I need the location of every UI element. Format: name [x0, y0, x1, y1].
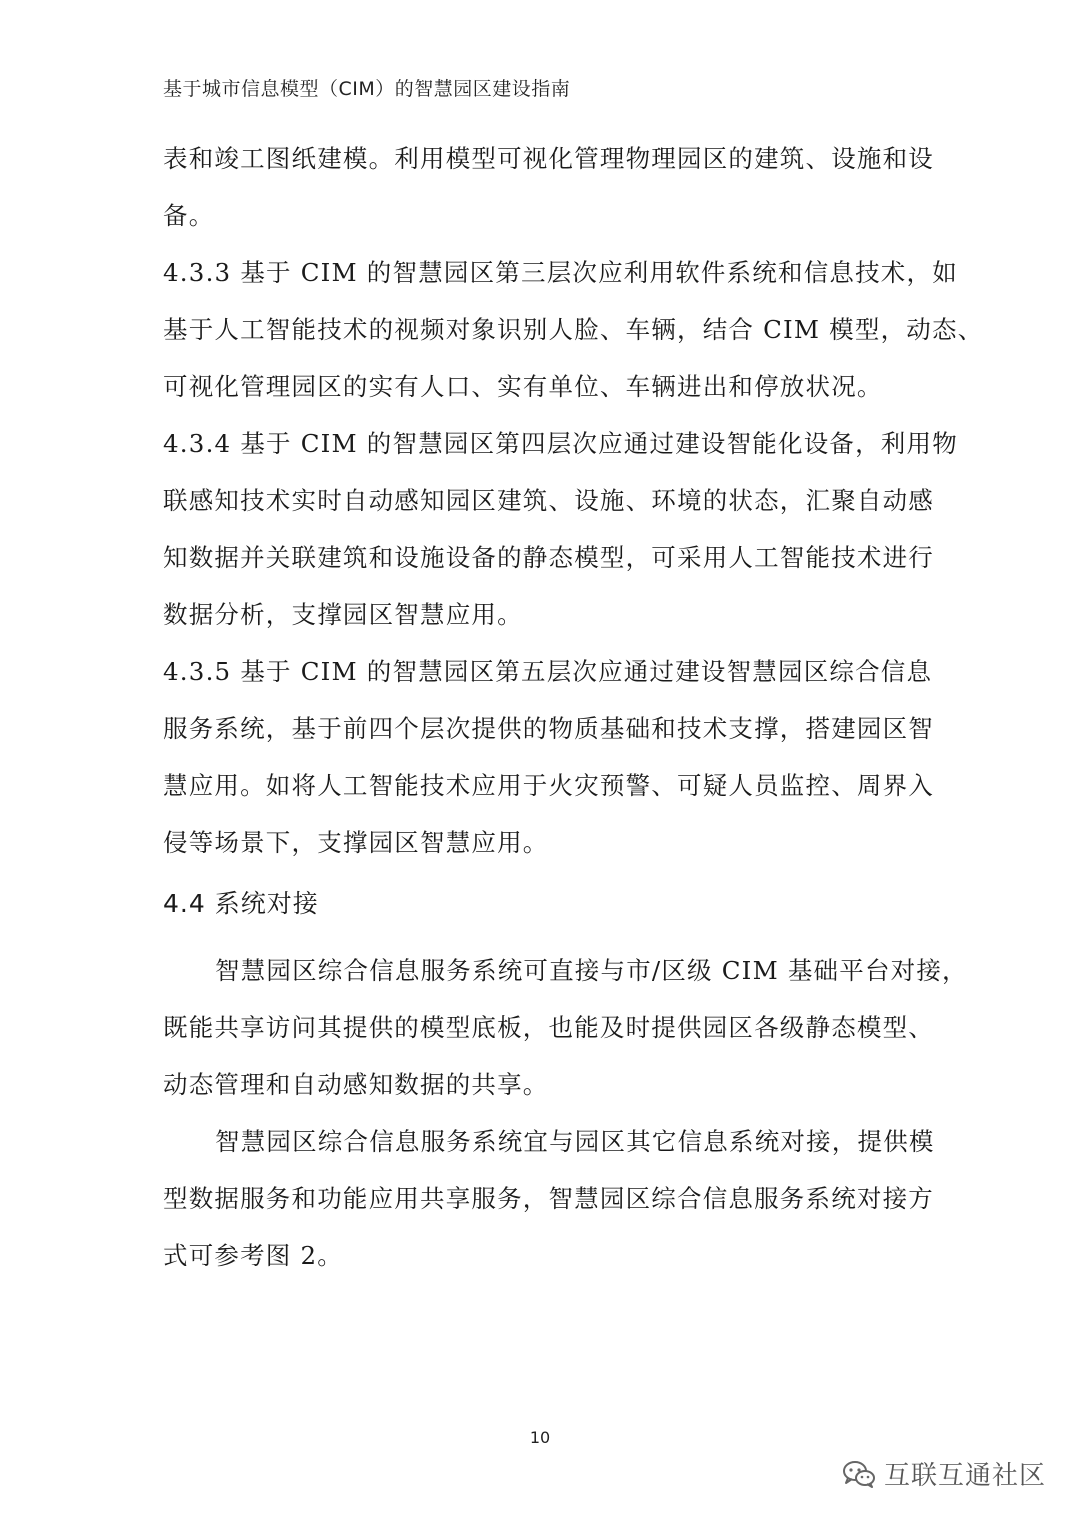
paragraph-line: 表和竣工图纸建模。利用模型可视化管理物理园区的建筑、设施和设	[163, 144, 934, 173]
wechat-icon	[842, 1460, 876, 1488]
paragraph-line: 数据分析，支撑园区智慧应用。	[163, 600, 523, 629]
paragraph-line: 4.3.3 基于 CIM 的智慧园区第三层次应利用软件系统和信息技术，如	[163, 258, 958, 287]
paragraph-line: 基于人工智能技术的视频对象识别人脸、车辆，结合 CIM 模型，动态、	[163, 315, 984, 344]
page-header-title: 基于城市信息模型（CIM）的智慧园区建设指南	[163, 78, 571, 100]
paragraph-line: 侵等场景下，支撑园区智慧应用。	[163, 828, 549, 857]
paragraph-line: 智慧园区综合信息服务系统宜与园区其它信息系统对接，提供模	[215, 1127, 935, 1156]
paragraph-line: 4.3.4 基于 CIM 的智慧园区第四层次应通过建设智能化设备，利用物	[163, 429, 958, 458]
paragraph-line: 备。	[163, 201, 215, 230]
paragraph-line: 型数据服务和功能应用共享服务，智慧园区综合信息服务系统对接方	[163, 1184, 934, 1213]
paragraph-line: 式可参考图 2。	[163, 1241, 343, 1270]
watermark	[842, 1455, 1046, 1492]
paragraph-line: 慧应用。如将人工智能技术应用于火灾预警、可疑人员监控、周界入	[163, 771, 934, 800]
paragraph-line: 4.3.5 基于 CIM 的智慧园区第五层次应通过建设智慧园区综合信息	[163, 657, 933, 686]
paragraph-line: 服务系统，基于前四个层次提供的物质基础和技术支撑，搭建园区智	[163, 714, 934, 743]
paragraph-line: 动态管理和自动感知数据的共享。	[163, 1070, 549, 1099]
page-number: 10	[529, 1428, 551, 1447]
section-heading: 4.4 系统对接	[163, 889, 319, 918]
paragraph-line: 既能共享访问其提供的模型底板，也能及时提供园区各级静态模型、	[163, 1013, 934, 1042]
paragraph-line: 知数据并关联建筑和设施设备的静态模型，可采用人工智能技术进行	[163, 543, 934, 572]
paragraph-line: 联感知技术实时自动感知园区建筑、设施、环境的状态，汇聚自动感	[163, 486, 934, 515]
paragraph-line: 可视化管理园区的实有人口、实有单位、车辆进出和停放状况。	[163, 372, 883, 401]
paragraph-line: 智慧园区综合信息服务系统可直接与市/区级 CIM 基础平台对接，	[215, 956, 968, 985]
watermark-text: 互联互通社区	[884, 1461, 1047, 1491]
